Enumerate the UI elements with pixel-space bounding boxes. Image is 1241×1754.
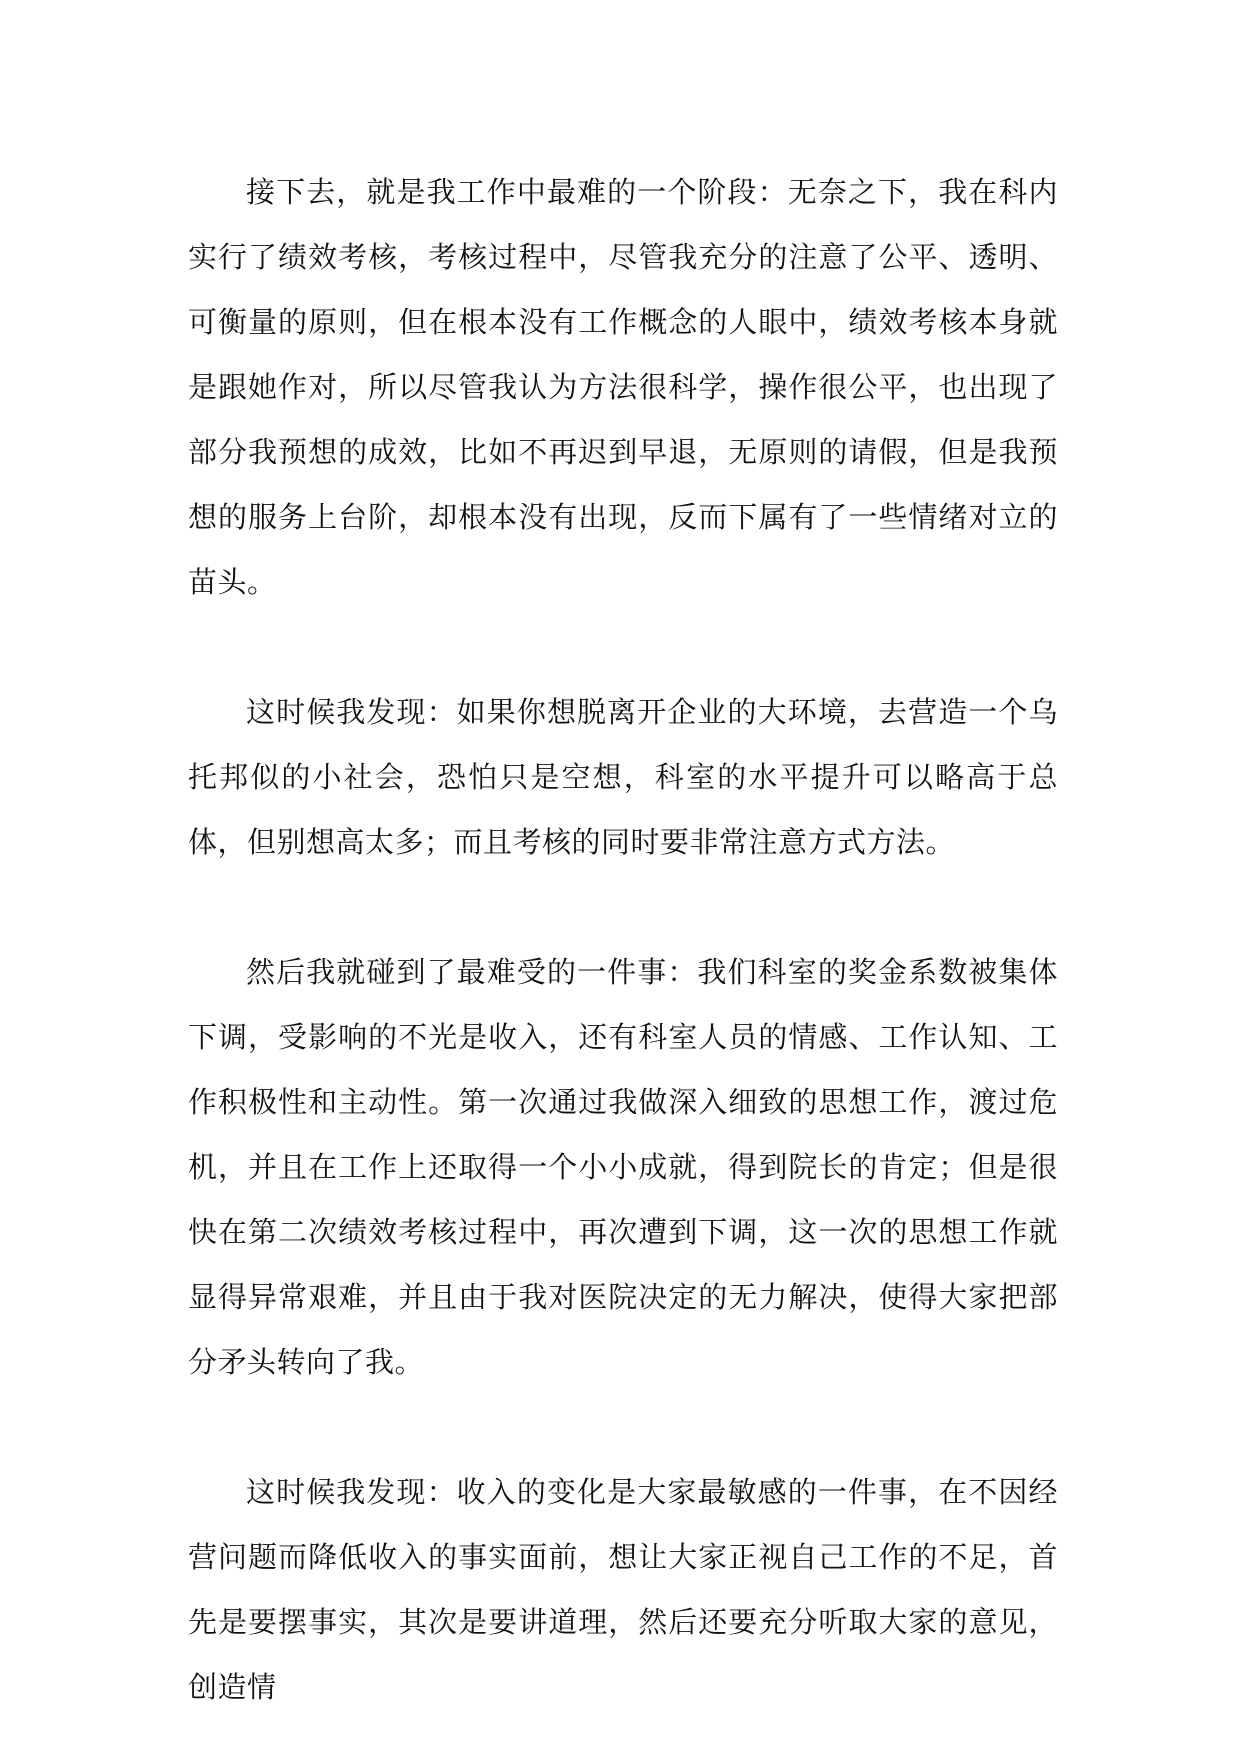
document-body bbox=[188, 160, 1058, 1720]
paragraph-2: 这时候我发现：如果你想脱离开企业的大环境，去营造一个乌托邦似的小社会，恐怕只是空想，科室的水平提升可以略高于总体，但别想高太多；而且考核的同时要非常注意方式方法。 bbox=[188, 695, 1058, 859]
paragraph-4: 这时候我发现：收入的变化是大家最敏感的一件事，在不因经营问题而降低收入的事实面前，想让大家正视自己工作的不足，首先是要摆事实，其次是要讲道理，然后还要充分听取大家的意见，创造情 bbox=[188, 1475, 1058, 1704]
paragraph-3: 然后我就碰到了最难受的一件事：我们科室的奖金系数被集体下调，受影响的不光是收入，还有科室人员的情感、工作认知、工作积极性和主动性。第一次通过我做深入细致的思想工作，渡过危机，并且在工作上还取得一个小小成就，得到院长的肯定；但是很快在第二次绩效考核过程中，再次遭到下调，这一次的思想工作就显得异常艰难，并且由于我对医院决定的无力解决，使得大家把部分矛头转向了我。 bbox=[188, 955, 1058, 1379]
paragraph-1: 接下去，就是我工作中最难的一个阶段：无奈之下，我在科内实行了绩效考核，考核过程中，尽管我充分的注意了公平、透明、可衡量的原则，但在根本没有工作概念的人眼中，绩效考核本身就是跟她作对，所以尽管我认为方法很科学，操作很公平，也出现了部分我预想的成效，比如不再迟到早退，无原则的请假，但是我预想的服务上台阶，却根本没有出现，反而下属有了一些情绪对立的苗头。 bbox=[188, 175, 1058, 599]
